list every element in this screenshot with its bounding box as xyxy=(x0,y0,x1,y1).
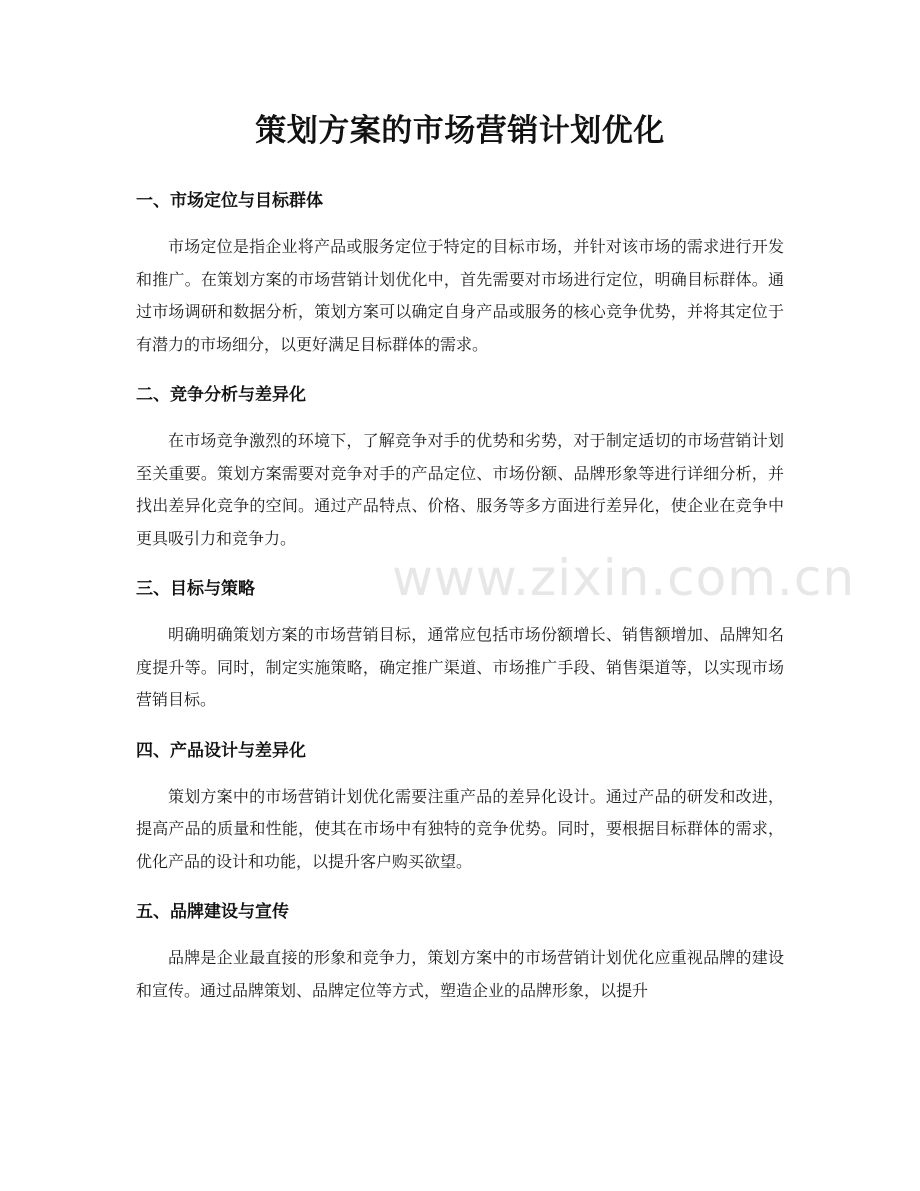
section-paragraph: 策划方案中的市场营销计划优化需要注重产品的差异化设计。通过产品的研发和改进，提高产品的质量和性能，使其在市场中有独特的竞争优势。同时，要根据目标群体的需求，优化产品的设计和功能，以提升客户购买欲望。 xyxy=(136,786,784,871)
watermark: www.zixin.com.cn xyxy=(392,549,856,607)
section-heading: 四、产品设计与差异化 xyxy=(136,740,306,761)
section-market-positioning xyxy=(136,189,784,361)
section-heading: 二、竞争分析与差异化 xyxy=(136,385,306,405)
section-paragraph: 市场定位是指企业将产品或服务定位于特定的目标市场，并针对该市场的需求进行开发和推广。在策划方案的市场营销计划优化中，首先需要对市场进行定位，明确目标群体。通过市场调研和数据分析，策划方案可以确定自身产品或服务的核心竞争优势，并将其定位于有潜力的市场细分，以更好满足目标群体的需求。 xyxy=(136,237,784,354)
section-paragraph: 品牌是企业最直接的形象和竞争力，策划方案中的市场营销计划优化应重视品牌的建设和宣传。通过品牌策划、品牌定位等方式，塑造企业的品牌形象，以提升 xyxy=(136,948,784,1000)
section-product-design xyxy=(136,739,784,879)
section-goals-strategy xyxy=(136,577,784,717)
section-heading: 五、品牌建设与宣传 xyxy=(136,902,289,922)
section-competition-analysis xyxy=(136,383,784,555)
section-paragraph: 明确明确策划方案的市场营销目标，通常应包括市场份额增长、销售额增加、品牌知名度提升等。同时，制定实施策略，确定推广渠道、市场推广手段、销售渠道等，以实现市场营销目标。 xyxy=(136,625,784,709)
section-brand-building xyxy=(136,900,784,1007)
section-paragraph: 在市场竞争激烈的环境下，了解竞争对手的优势和劣势，对于制定适切的市场营销计划至关重要。策划方案需要对竞争对手的产品定位、市场份额、品牌形象等进行详细分析，并找出差异化竞争的空间。通过产品特点、价格、服务等多方面进行差异化，使企业在竞争中更具吸引力和竞争力。 xyxy=(136,431,784,548)
document-title: 策划方案的市场营销计划优化 xyxy=(255,113,665,149)
section-heading: 一、市场定位与目标群体 xyxy=(136,191,323,211)
section-heading: 三、目标与策略 xyxy=(136,579,255,599)
